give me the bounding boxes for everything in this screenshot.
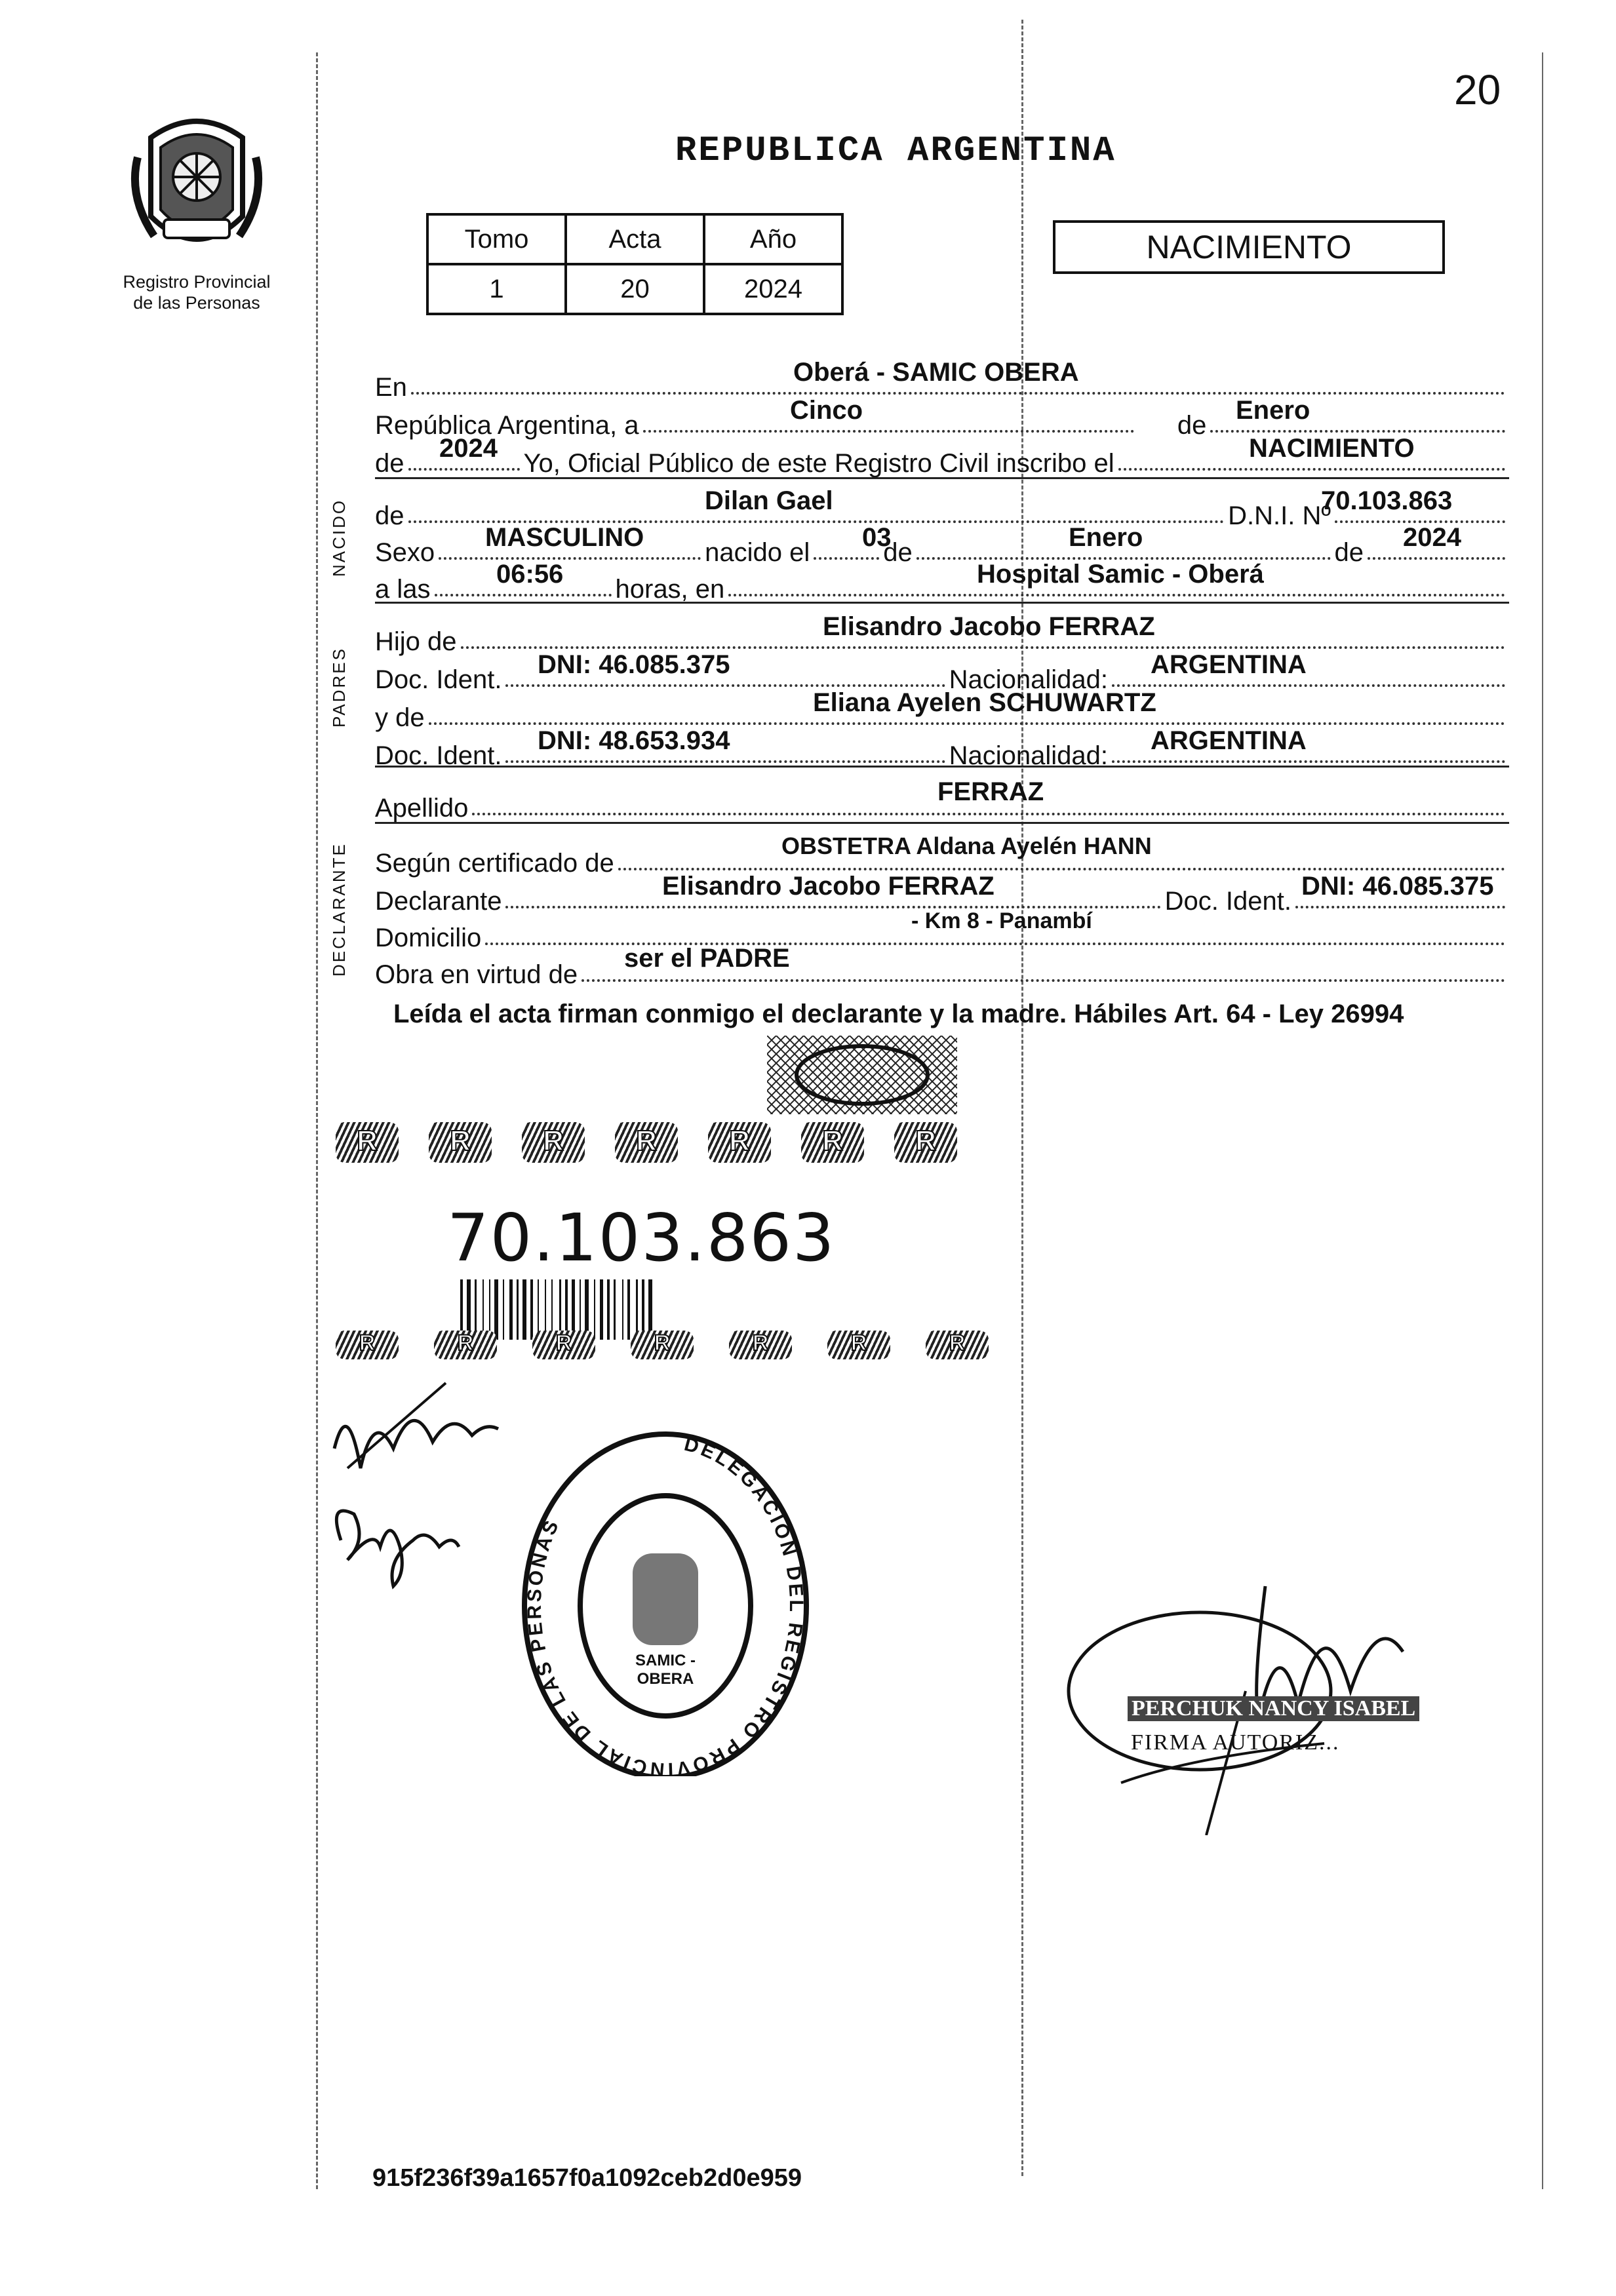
value-mother-doc: DNI: 48.653.934 (538, 726, 730, 755)
document-title: REPUBLICA ARGENTINA (675, 131, 1116, 171)
side-label-declarante: DECLARANTE (329, 842, 349, 977)
document-hash: 915f236f39a1657f0a1092ceb2d0e959 (372, 2164, 802, 2192)
value-birth-day: 03 (862, 523, 892, 552)
value-anio: 2024 (704, 264, 842, 314)
label-obra: Obra en virtud de (375, 960, 578, 989)
security-r-icon: R (894, 1122, 957, 1163)
value-year: 2024 (439, 434, 498, 463)
registry-line-1: Registro Provincial (123, 272, 271, 292)
mother-signature-icon (328, 1488, 472, 1593)
label-dni: D.N.I. Nº (1228, 501, 1331, 530)
label-father-nationality: Nacionalidad: (949, 665, 1108, 694)
security-r-icon: R (429, 1122, 492, 1163)
security-r-icon: R (708, 1122, 771, 1163)
provincial-coat-of-arms-icon (125, 111, 269, 262)
label-a-las: a las (375, 575, 431, 604)
label-y-de: y de (375, 703, 425, 732)
row-obra (375, 952, 1509, 990)
label-father-doc: Doc. Ident. (375, 665, 502, 694)
security-strip-bottom (336, 1331, 989, 1359)
security-r-icon: R (336, 1122, 399, 1163)
official-name-stamp: PERCHUK NANCY ISABEL (1128, 1696, 1419, 1721)
record-table (426, 213, 844, 315)
label-birth-de: de (883, 538, 913, 567)
value-father-doc: DNI: 46.085.375 (538, 650, 730, 679)
label-sexo: Sexo (375, 538, 435, 567)
security-r-icon: R (615, 1122, 678, 1163)
value-month: Enero (1236, 396, 1311, 425)
record-type-box: NACIMIENTO (1053, 220, 1445, 274)
svg-text:DELEGACIÓN DEL REGISTRO PROVIN: DELEGACIÓN DEL REGISTRO PROVINCIAL DE LAS PERSONAS (523, 1433, 808, 1776)
security-r-icon: R (336, 1331, 399, 1359)
header-anio: Año (704, 214, 842, 264)
value-day: Cinco (790, 396, 863, 425)
value-time: 06:56 (496, 560, 564, 589)
label-name-de: de (375, 501, 404, 530)
value-father-nationality: ARGENTINA (1151, 650, 1307, 679)
side-label-nacido: NACIDO (329, 498, 349, 577)
value-place: Hospital Samic - Oberá (977, 560, 1264, 589)
label-apellido: Apellido (375, 794, 469, 823)
security-r-icon: R (827, 1331, 890, 1359)
security-r-icon: R (522, 1122, 585, 1163)
label-horas: horas, en (615, 575, 725, 604)
label-en: En (375, 373, 407, 402)
side-label-padres: PADRES (329, 647, 349, 728)
value-mother-name: Eliana Ayelen SCHUWARTZ (813, 688, 1156, 717)
seal-center-text: SAMIC - OBERA (635, 1652, 696, 1688)
page-number: 20 (1454, 66, 1501, 113)
label-mother-nationality: Nacionalidad: (949, 741, 1108, 770)
official-role-stamp: FIRMA AUTORIZ... (1131, 1730, 1340, 1755)
value-acta: 20 (566, 264, 704, 314)
oficial-text: Yo, Oficial Público de este Registro Civil inscribo el (523, 449, 1114, 478)
header-tomo: Tomo (427, 214, 566, 264)
value-sexo: MASCULINO (485, 523, 644, 552)
label-de-year: de (375, 449, 404, 478)
label-declarante-doc: Doc. Ident. (1164, 887, 1291, 916)
value-certificado: OBSTETRA Aldana Ayelén HANN (781, 832, 1152, 859)
value-apellido: FERRAZ (937, 777, 1044, 806)
registry-name (98, 271, 295, 313)
registry-seal-icon (515, 1422, 816, 1776)
value-dni: 70.103.863 (1321, 486, 1453, 515)
declarant-signature-icon (321, 1370, 505, 1481)
value-obra: ser el PADRE (624, 944, 790, 973)
value-name: Dilan Gael (705, 486, 833, 515)
value-birth-month: Enero (1069, 523, 1143, 552)
value-domicilio: - Km 8 - Panambí (911, 908, 1092, 933)
right-margin-line (1542, 52, 1543, 2189)
value-tomo: 1 (427, 264, 566, 314)
barcode-number: 70.103.863 (447, 1199, 836, 1276)
security-r-icon: R (434, 1331, 497, 1359)
security-r-icon: R (631, 1331, 694, 1359)
value-inscribe: NACIMIENTO (1249, 434, 1415, 463)
label-declarante: Declarante (375, 887, 502, 916)
left-margin-line (316, 52, 318, 2189)
value-declarante-doc: DNI: 46.085.375 (1301, 872, 1494, 901)
value-mother-nationality: ARGENTINA (1151, 726, 1307, 755)
legal-text: Leída el acta firman conmigo el declarante y la madre. Hábiles Art. 64 - Ley 26994 (393, 1000, 1404, 1028)
label-mother-doc: Doc. Ident. (375, 741, 502, 770)
label-republica: República Argentina, a (375, 411, 639, 440)
security-r-icon: R (532, 1331, 595, 1359)
label-de-month: de (1177, 411, 1207, 440)
value-father-name: Elisandro Jacobo FERRAZ (823, 612, 1155, 641)
fold-line (1021, 20, 1023, 2176)
registry-line-2: de las Personas (133, 293, 260, 313)
value-declarante: Elisandro Jacobo FERRAZ (662, 872, 995, 901)
hologram-icon (767, 1036, 957, 1114)
label-domicilio: Domicilio (375, 924, 482, 952)
security-r-icon: R (801, 1122, 864, 1163)
header-acta: Acta (566, 214, 704, 264)
security-r-icon: R (926, 1331, 989, 1359)
label-certificado: Según certificado de (375, 849, 614, 878)
security-r-icon: R (729, 1331, 792, 1359)
label-nacido-el: nacido el (705, 538, 810, 567)
value-birth-year: 2024 (1403, 523, 1461, 552)
label-birth-de-year: de (1334, 538, 1364, 567)
security-strip-top (336, 1122, 957, 1163)
value-en: Oberá - SAMIC OBERA (793, 358, 1079, 387)
label-hijo: Hijo de (375, 627, 457, 656)
